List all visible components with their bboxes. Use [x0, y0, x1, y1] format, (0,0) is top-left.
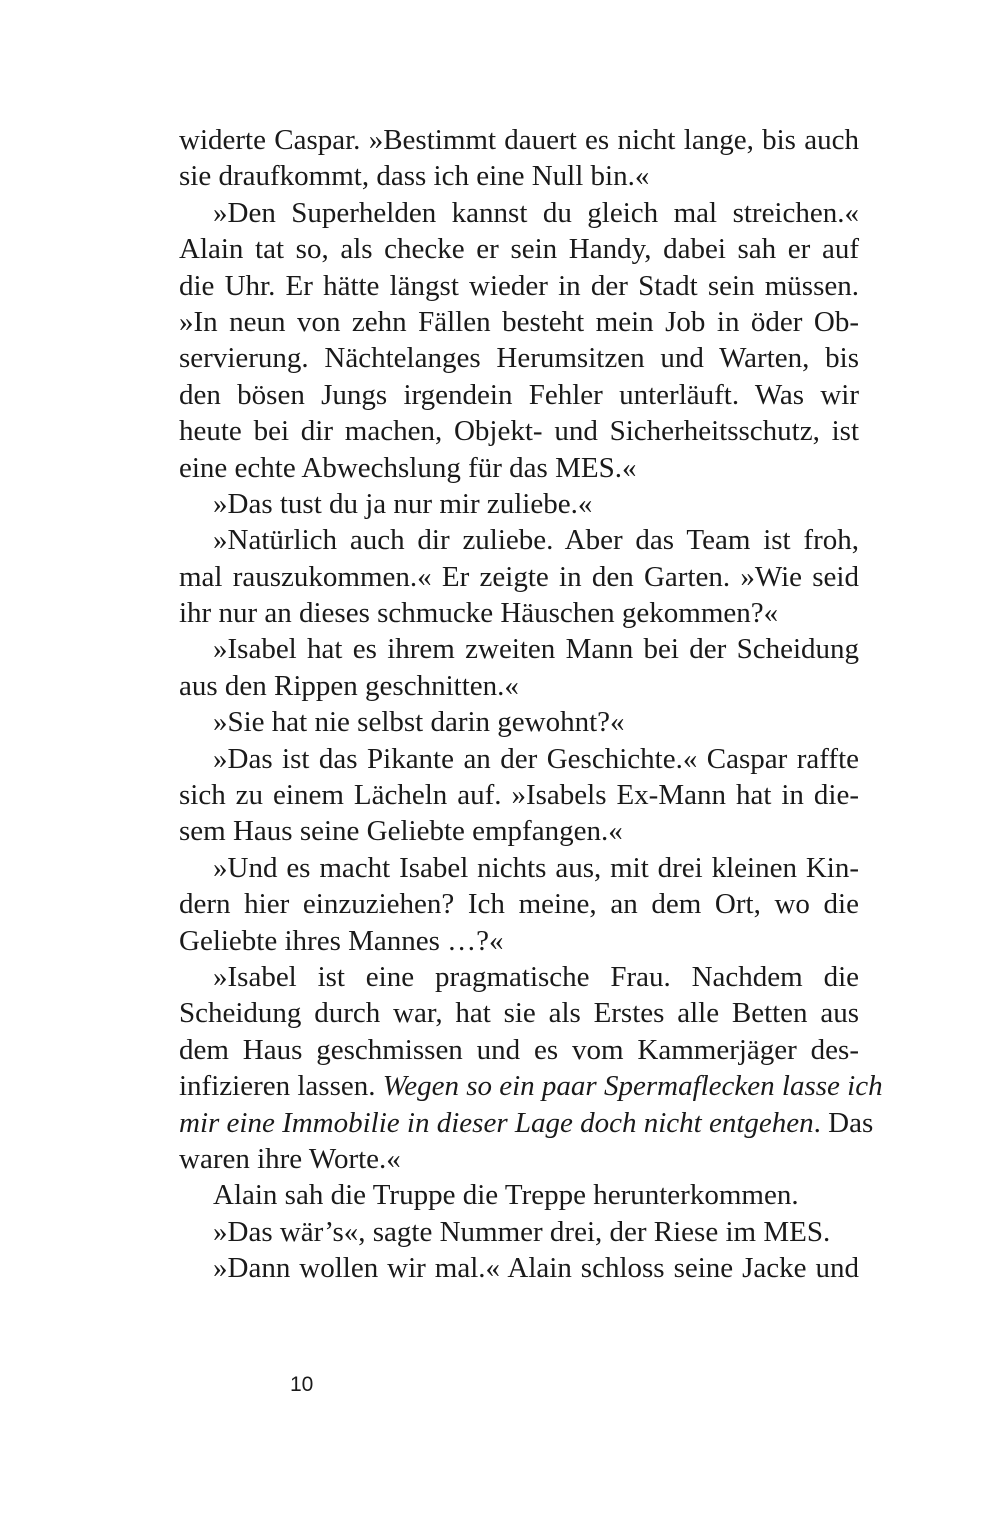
text-line: sie draufkommt, dass ich eine Null bin.«	[179, 160, 650, 193]
text-line: den bösen Jungs irgendein Fehler unterläuft. Was wir	[179, 378, 859, 411]
text-line	[179, 1068, 883, 1104]
text-line: »Isabel ist eine pragmatische Frau. Nachdem die	[213, 960, 859, 993]
text-line: sich zu einem Lächeln auf. »Isabels Ex-Mann hat in die-	[179, 779, 859, 812]
text-line: aus den Rippen geschnitten.«	[179, 669, 519, 702]
text-line: waren ihre Worte.«	[179, 1142, 401, 1175]
text-line: widerte Caspar. »Bestimmt dauert es nicht lange, bis auch	[179, 124, 859, 156]
text-line: »Das wär’s«, sagte Nummer drei, der Riese im MES.	[213, 1215, 831, 1248]
text-line	[179, 1105, 874, 1141]
text-line: die Uhr. Er hätte längst wieder in der Stadt sein müssen.	[179, 269, 859, 302]
text-line: »Dann wollen wir mal.« Alain schloss seine Jacke und	[213, 1252, 859, 1285]
text-line: dem Haus geschmissen und es vom Kammerjäger des-	[179, 1033, 859, 1066]
text-line: »Isabel hat es ihrem zweiten Mann bei der Scheidung	[213, 633, 859, 666]
text-line: sem Haus seine Geliebte empfangen.«	[179, 815, 623, 848]
text-line: »Das tust du ja nur mir zuliebe.«	[213, 487, 593, 520]
italic-quote: mir eine Immobilie in dieser Lage doch nicht entgehen	[179, 1106, 814, 1139]
text-line: Alain tat so, als checke er sein Handy, dabei sah er auf	[179, 233, 859, 266]
text-line: heute bei dir machen, Objekt- und Sicherheitsschutz, ist	[179, 415, 859, 448]
text-line: Scheidung durch war, hat sie als Erstes alle Betten aus	[179, 997, 859, 1030]
text-line: ihr nur an dieses schmucke Häuschen gekommen?«	[179, 597, 779, 630]
text-line: Geliebte ihres Mannes …?«	[179, 924, 504, 957]
text-line: »Sie hat nie selbst darin gewohnt?«	[213, 706, 625, 739]
page-number: 10	[290, 1373, 314, 1396]
text-span: . Das	[813, 1106, 874, 1139]
text-line: eine echte Abwechslung für das MES.«	[179, 451, 637, 484]
body-text	[179, 122, 883, 1287]
text-line: mal rauszukommen.« Er zeigte in den Garten. »Wie seid	[179, 560, 859, 593]
text-line: servierung. Nächtelanges Herumsitzen und Warten, bis	[179, 342, 859, 375]
text-line: »Das ist das Pikante an der Geschichte.« Caspar raffte	[213, 742, 859, 775]
text-line: »Natürlich auch dir zuliebe. Aber das Team ist froh,	[213, 524, 859, 557]
italic-quote: Wegen so ein paar Spermaflecken lasse ich	[382, 1070, 883, 1103]
text-line: Alain sah die Truppe die Treppe herunterkommen.	[213, 1179, 799, 1212]
text-line: »Und es macht Isabel nichts aus, mit drei kleinen Kin-	[213, 851, 859, 884]
text-span: infizieren lassen.	[179, 1070, 383, 1103]
text-line: »Den Superhelden kannst du gleich mal streichen.«	[213, 196, 859, 229]
text-line: dern hier einzuziehen? Ich meine, an dem Ort, wo die	[179, 888, 859, 921]
text-line: »In neun von zehn Fällen besteht mein Job in öder Ob-	[179, 305, 859, 338]
